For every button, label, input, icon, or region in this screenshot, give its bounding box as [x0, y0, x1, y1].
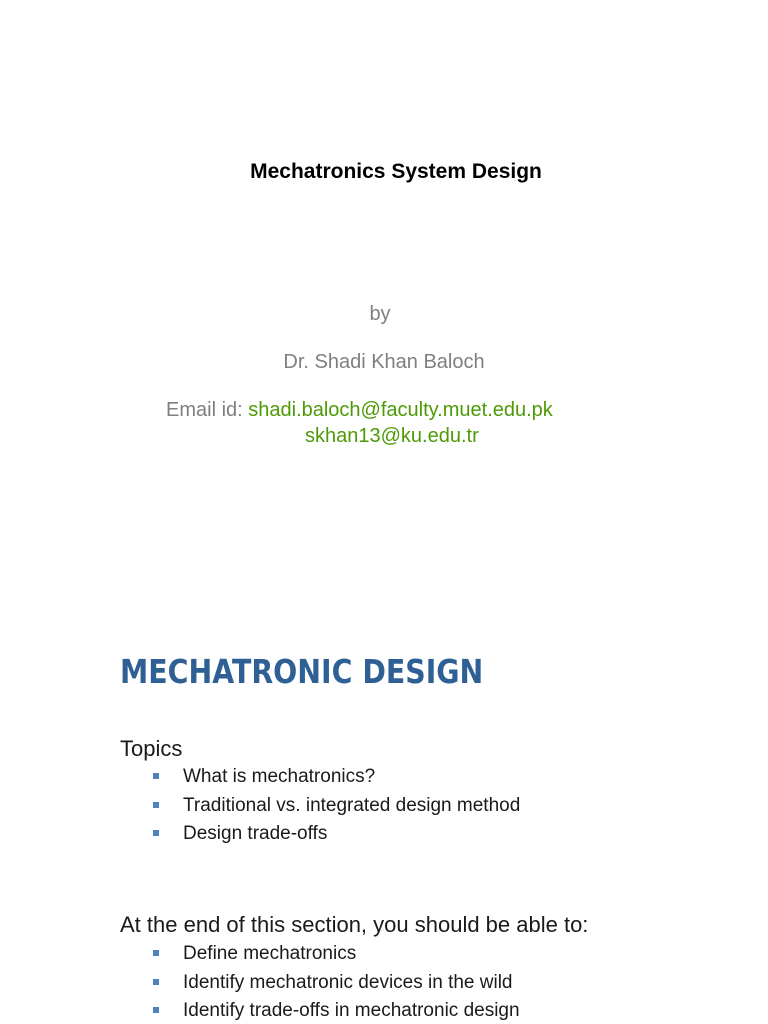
bullet-icon — [153, 950, 159, 956]
email-link-primary[interactable]: shadi.baloch@faculty.muet.edu.pk — [248, 399, 553, 421]
list-item-text: Identify trade-offs in mechatronic design — [183, 1000, 520, 1021]
bullet-icon — [153, 1007, 159, 1013]
bullet-icon — [153, 979, 159, 985]
list-item-text: Identify mechatronic devices in the wild — [183, 971, 513, 993]
author-name: Dr. Shadi Khan Baloch — [283, 351, 485, 373]
bullet-icon — [153, 802, 159, 808]
list-item-text: Design trade-offs — [183, 823, 328, 844]
slide-title: Mechatronics System Design — [250, 160, 542, 183]
email-label: Email id: — [166, 399, 249, 421]
bullet-icon — [153, 773, 159, 779]
list-item-text: What is mechatronics? — [183, 766, 376, 787]
topics-heading: Topics — [120, 736, 183, 761]
email-link-secondary[interactable]: skhan13@ku.edu.tr — [305, 425, 479, 447]
email-row — [166, 399, 553, 422]
list-item-text: Traditional vs. integrated design method — [183, 794, 521, 816]
bullet-icon — [153, 830, 159, 836]
list-item-text: Define mechatronics — [183, 943, 357, 964]
section-title: MECHATRONIC DESIGN — [120, 652, 484, 691]
by-label: by — [369, 303, 391, 325]
goals-heading: At the end of this section, you should be able to: — [120, 912, 589, 937]
